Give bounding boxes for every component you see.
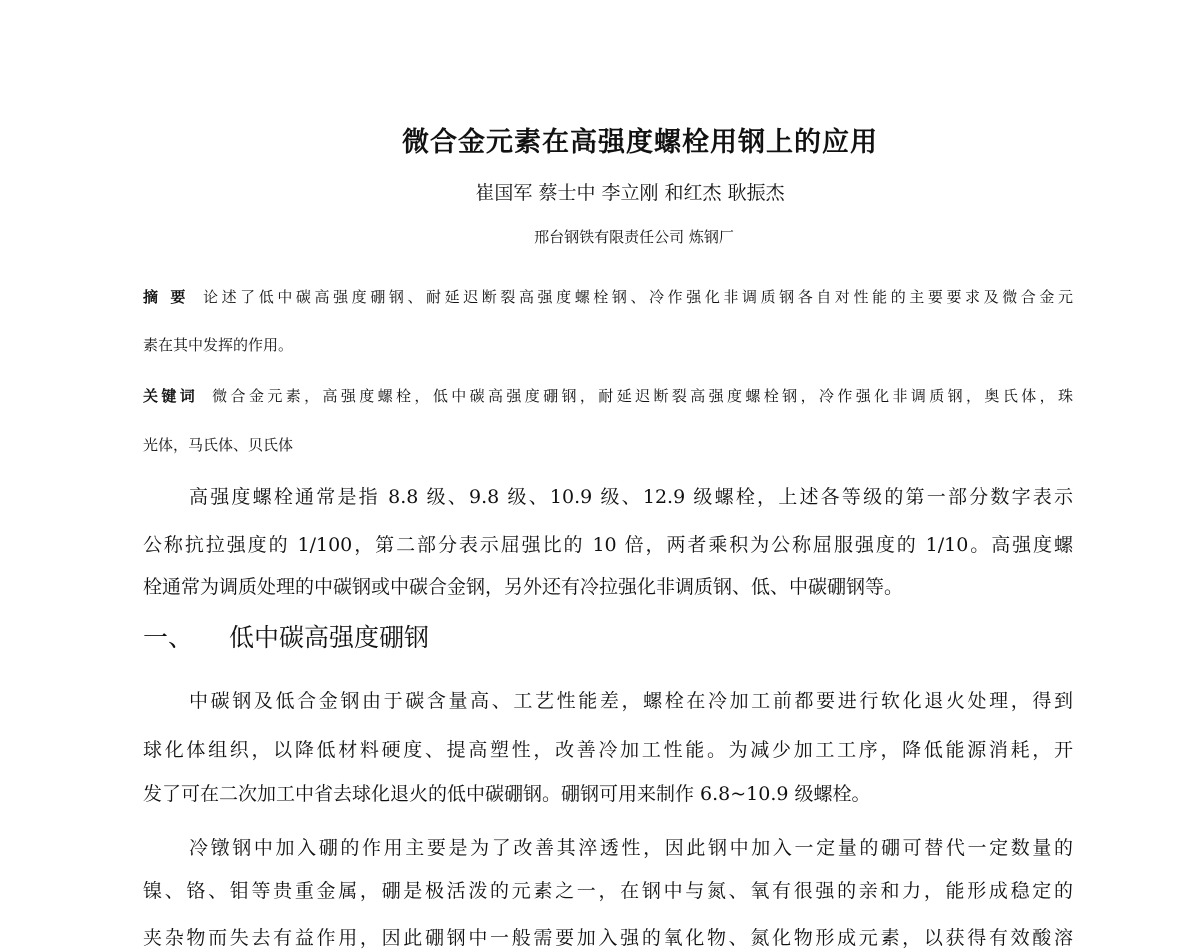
- intro-line-2: 公称抗拉强度的 1/100，第二部分表示屈强比的 10 倍，两者乘积为公称屈服强度的 1/10。高强度螺: [143, 534, 1073, 556]
- s1-para1-line-2: 球化体组织，以降低材料硬度、提高塑性，改善冷加工性能。为减少加工工序，降低能源消耗，开: [143, 739, 1073, 761]
- abstract-line-2: 素在其中发挥的作用。: [143, 336, 294, 354]
- intro-line-1: 高强度螺栓通常是指 8.8 级、9.8 级、10.9 级、12.9 级螺栓，上述各等级的第一部分数字表示: [189, 486, 1073, 508]
- keywords-label: 关键词: [143, 387, 199, 405]
- abstract-line-1: [143, 286, 1073, 307]
- paper-affiliation: 邢台钢铁有限责任公司 炼钢厂: [534, 228, 734, 246]
- paper-title: 微合金元素在高强度螺栓用钢上的应用: [402, 127, 878, 158]
- s1-para2-line-3: 夹杂物而失去有益作用，因此硼钢中一般需要加入强的氧化物、氮化物形成元素，以获得有效酸溶: [143, 927, 1073, 949]
- s1-para2-line-1: 冷镦钢中加入硼的作用主要是为了改善其淬透性，因此钢中加入一定量的硼可替代一定数量的: [189, 837, 1073, 859]
- paper-authors: 崔国军 蔡士中 李立刚 和红杰 耿振杰: [475, 182, 785, 204]
- section-title: 低中碳高强度硼钢: [229, 623, 430, 652]
- s1-para1-line-1: 中碳钢及低合金钢由于碳含量高、工艺性能差，螺栓在冷加工前都要进行软化退火处理，得到: [189, 690, 1073, 712]
- section-number: 一、: [143, 623, 194, 652]
- keywords-line-2: 光体，马氏体、贝氏体: [143, 436, 294, 454]
- abstract-text-1: 论述了低中碳高强度硼钢、耐延迟断裂高强度螺栓钢、冷作强化非调质钢各自对性能的主要要求及微合金元: [202, 288, 1073, 306]
- keywords-text-1: 微合金元素，高强度螺栓，低中碳高强度硼钢，耐延迟断裂高强度螺栓钢，冷作强化非调质钢，奥氏体，珠: [212, 387, 1073, 405]
- intro-line-3: 栓通常为调质处理的中碳钢或中碳合金钢，另外还有冷拉强化非调质钢、低、中碳硼钢等。: [143, 576, 904, 598]
- section-heading: [143, 618, 429, 654]
- abstract-label: 摘 要: [143, 288, 189, 306]
- s1-para1-line-3: 发了可在二次加工中省去球化退火的低中碳硼钢。硼钢可用来制作 6.8~10.9 级螺栓。: [143, 783, 871, 805]
- keywords-line-1: [143, 385, 1073, 406]
- s1-para2-line-2: 镍、铬、钼等贵重金属，硼是极活泼的元素之一，在钢中与氮、氧有很强的亲和力，能形成稳定的: [143, 880, 1073, 902]
